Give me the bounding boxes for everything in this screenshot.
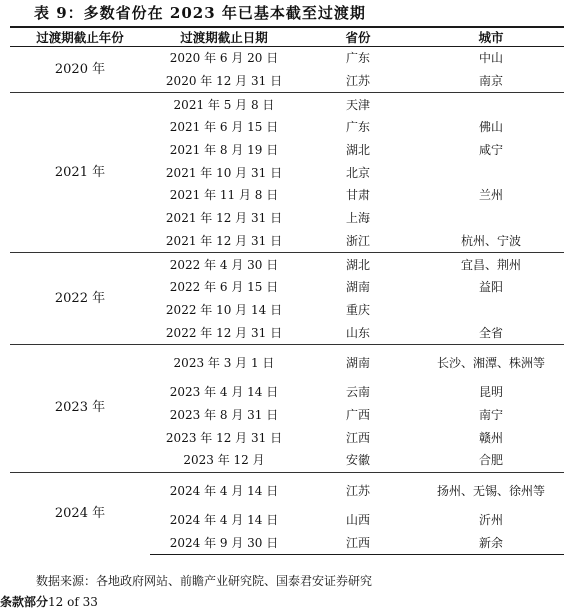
city-cell: 昆明 [478,385,503,400]
date-cell: 2023 年 4 月 14 日 [169,385,279,400]
province-cell: 安徽 [345,453,370,468]
year-cell: 2023 年 [10,344,150,472]
year-cell: 2022 年 [10,253,150,345]
province-cell: 山西 [345,513,370,528]
date-cell: 2022 年 12 月 31 日 [165,325,283,340]
province-cell: 云南 [345,385,370,400]
province-cell: 江西 [345,430,370,445]
table-header-row [10,27,564,47]
province-cell: 江西 [298,531,418,554]
city-cell: 兰州 [478,188,503,203]
city-cell: 沂州 [478,513,503,528]
date-cell: 2021 年 10 月 31 日 [165,165,283,180]
city-cell: 赣州 [478,430,503,445]
date-cell: 2022 年 4 月 30 日 [150,253,298,276]
transition-period-table [10,26,564,555]
header-province: 省份 [298,27,418,47]
table-row [10,47,564,70]
year-cell: 2020 年 [54,61,106,77]
footer-label: 条款部分 [0,595,49,609]
city-cell [418,207,564,230]
province-cell: 甘肃 [345,188,370,203]
city-cell [418,93,564,116]
date-cell: 2020 年 12 月 31 日 [165,74,283,89]
province-cell: 江苏 [298,472,418,509]
date-cell: 2023 年 12 月 [183,453,265,468]
city-cell: 咸宁 [478,143,503,158]
city-cell: 合肥 [478,453,503,468]
table-row [10,93,564,116]
province-cell: 天津 [298,93,418,116]
date-cell: 2021 年 6 月 15 日 [169,120,279,135]
city-cell [418,299,564,322]
city-cell: 扬州、无锡、徐州等 [418,472,564,509]
province-cell: 广东 [345,51,370,66]
date-cell: 2021 年 8 月 19 日 [169,143,279,158]
province-cell: 上海 [345,211,370,226]
date-cell: 2022 年 10 月 14 日 [165,302,283,317]
date-cell: 2024 年 4 月 14 日 [169,513,279,528]
city-cell: 杭州、宁波 [460,233,521,248]
province-cell: 重庆 [345,302,370,317]
province-cell: 北京 [345,165,370,180]
province-cell: 湖南 [345,280,370,295]
date-cell: 2023 年 8 月 31 日 [169,407,279,422]
data-source-note: 数据来源：各地政府网站、前瞻产业研究院、国泰君安证券研究 [36,574,373,588]
city-cell [418,161,564,184]
year-cell: 2021 年 [10,93,150,253]
province-cell: 湖北 [345,143,370,158]
header-city: 城市 [418,27,564,47]
city-cell: 长沙、湘潭、株洲等 [418,344,564,381]
city-cell: 益阳 [478,280,503,295]
city-cell: 南宁 [478,407,503,422]
province-cell: 湖北 [298,253,418,276]
date-cell: 2022 年 6 月 15 日 [169,280,279,295]
date-cell: 2021 年 12 月 31 日 [165,233,283,248]
header-year: 过渡期截止年份 [10,27,150,47]
date-cell: 2020 年 6 月 20 日 [169,51,279,66]
table-row [10,344,564,381]
date-cell: 2023 年 3 月 1 日 [150,344,298,381]
date-cell: 2023 年 12 月 31 日 [165,430,283,445]
city-cell: 南京 [478,74,503,89]
table-title: 表 9：多数省份在 2023 年已基本截至过渡期 [34,4,366,22]
province-cell: 广东 [345,120,370,135]
header-date: 过渡期截止日期 [150,27,298,47]
date-cell: 2021 年 11 月 8 日 [169,188,279,203]
page-footer [0,593,98,610]
city-cell: 新余 [418,531,564,554]
table-row [10,253,564,276]
table-body [10,47,564,555]
city-cell: 宜昌、荆州 [418,253,564,276]
date-cell: 2021 年 5 月 8 日 [150,93,298,116]
province-cell: 山东 [345,325,370,340]
date-cell: 2024 年 9 月 30 日 [150,531,298,554]
province-cell: 广西 [345,407,370,422]
province-cell: 浙江 [345,233,370,248]
city-cell: 佛山 [478,120,503,135]
city-cell: 全省 [478,325,503,340]
date-cell: 2021 年 12 月 31 日 [165,211,283,226]
table-row [10,472,564,509]
date-cell: 2024 年 4 月 14 日 [150,472,298,509]
province-cell: 湖南 [298,344,418,381]
city-cell: 中山 [478,51,503,66]
year-cell: 2024 年 [10,472,150,554]
page-number: 12 of 33 [48,595,98,609]
province-cell: 江苏 [345,74,370,89]
